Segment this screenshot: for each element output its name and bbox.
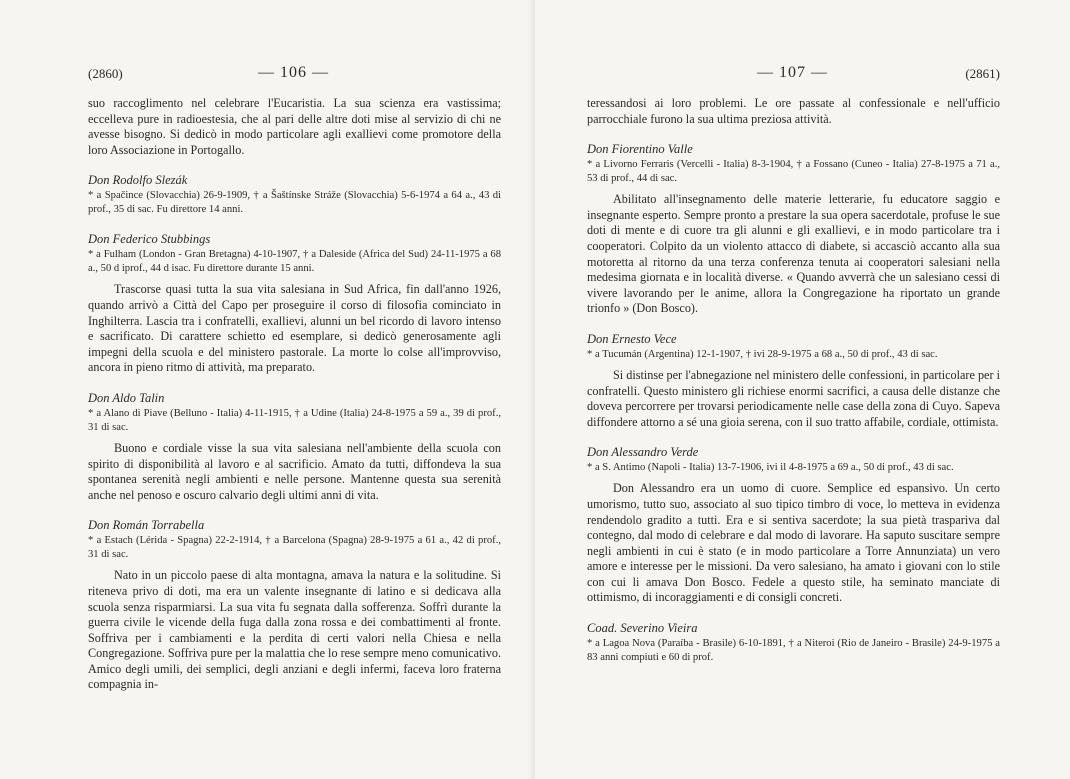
entry-text: Buono e cordiale visse la sua vita salesiana nell'ambiente della scuola con spirito di disponibilità al lavoro e al sacrificio. Amato da tutti, diffondeva la sua spontanea serenità negli ambienti e nelle persone. Mantenne questa sua serenità anche nel penoso e oscuro calvario degli ultimi anni di vita. bbox=[88, 440, 501, 502]
entry-text: Trascorse quasi tutta la sua vita salesiana in Sud Africa, fin dall'anno 1926, quando arrivò a Città del Capo per proseguire il corso di filosofia cominciato in Inghilterra. Lascia tra i confratelli, exallievi, alunni un bel ricordo di lavoro intenso e sacrificato. Di carattere schietto ed esemplare, si dedicò generosamente agli impegni della scuola e del ministero pastorale. La morte lo colse all'improvviso, ancora in pieno ritmo di attività, ma preparato. bbox=[88, 282, 501, 375]
entry-dates: * a Estach (Lérida - Spagna) 22-2-1914, † a Barcelona (Spagna) 28-9-1975 a 61 a., 42 di prof., 31 di sac. bbox=[88, 535, 501, 561]
right-page-number: — 107 — bbox=[757, 64, 828, 81]
entry-dates: * a Lagoa Nova (Paraíba - Brasile) 6-10-1891, † a Niteroi (Rio de Janeiro - Brasile) 24-9-1975 a 83 anni compiuti e 60 di prof. bbox=[587, 638, 1000, 664]
entry-name: Don Federico Stubbings bbox=[88, 232, 211, 247]
entry-name: Don Román Torrabella bbox=[88, 518, 205, 533]
entry-name: Don Fiorentino Valle bbox=[587, 142, 693, 157]
entry-text: Nato in un piccolo paese di alta montagna, amava la natura e la solitudine. Si riteneva privo di doti, ma era un valente insegnante di latino e si dedicava alla scuola senza risparmiarsi. La sua vita fu segnata dalla sofferenza. Soffrì durante la guerra civile le vicende della fuga dalla zona rossa e dei combattimenti al fronte. Soffriva per i cambiamenti e la perdita di certi valori nella Chiesa e nella Congregazione. Soffriva pure per la malattia che lo rese sempre meno comunicativo. Amico degli umili, dei semplici, degli anziani e degli infermi, faceva loro fraterna compagnia in- bbox=[88, 568, 501, 692]
obituary-entry bbox=[587, 620, 1000, 665]
left-page-header bbox=[88, 64, 501, 90]
obituary-entry bbox=[88, 390, 501, 503]
entry-name: Coad. Severino Vieira bbox=[587, 621, 698, 636]
left-page-number: — 106 — bbox=[258, 64, 329, 81]
entry-dates: * a Alano di Piave (Belluno - Italia) 4-11-1915, † a Udine (Italia) 24-8-1975 a 59 a., 39 di prof., 31 di sac. bbox=[88, 407, 501, 433]
entry-name: Don Ernesto Vece bbox=[587, 331, 677, 346]
right-page bbox=[535, 0, 1070, 779]
obituary-entry bbox=[587, 331, 1000, 430]
obituary-entry bbox=[587, 444, 1000, 606]
left-page-code: (2860) bbox=[88, 66, 123, 81]
obituary-entry bbox=[88, 517, 501, 693]
right-page-header bbox=[587, 64, 1000, 90]
entry-dates: * a Spačince (Slovacchia) 26-9-1909, † a Šaštínske Stráže (Slovacchia) 5-6-1974 a 64 a., 43 di prof., 35 di sac. Fu direttore 14 anni. bbox=[88, 190, 501, 216]
entry-dates: * a Livorno Ferraris (Vercelli - Italia) 8-3-1904, † a Fossano (Cuneo - Italia) 27-8-1975 a 71 a., 53 di prof., 44 di sac. bbox=[587, 159, 1000, 185]
obituary-entry bbox=[88, 231, 501, 376]
left-opening-paragraph: suo raccoglimento nel celebrare l'Eucaristia. La sua scienza era vastissima; eccelleva pure in radioestesia, che al pari delle altre doti mise al servizio di chi ne avesse bisogno. Si dedicò in modo particolare agli exallievi come promotore della loro Associazione in Portogallo. bbox=[88, 96, 501, 157]
entry-name: Don Aldo Talin bbox=[88, 390, 165, 405]
right-page-content bbox=[587, 96, 1000, 665]
entry-text: Don Alessandro era un uomo di cuore. Semplice ed espansivo. Un certo umorismo, tutto suo, associato al suo tipico timbro di voce, lo metteva in evidenza rendendolo gradito a tutti. Era e si sentiva sacerdote; la sua pietà traspariva dal contegno, dal modo di celebrare e dal modo di lavorare. Ha saputo suscitare sempre negli ambienti in cui è stato (e in modo particolare a Torre Annunziata) un vero amore e interesse per le missioni. Da vero salesiano, ha amato i giovani con lo stile con cui li amava Don Bosco. Fedele a questo stile, ha seminato manciate di ottimismo, di incoraggiamenti e di consigli concreti. bbox=[587, 481, 1000, 605]
entry-name: Don Alessandro Verde bbox=[587, 445, 699, 460]
obituary-entry bbox=[587, 141, 1000, 317]
entry-dates: * a S. Antimo (Napoli - Italia) 13-7-1906, ivi il 4-8-1975 a 69 a., 50 di prof., 43 di sac. bbox=[587, 462, 954, 474]
entry-text: Si distinse per l'abnegazione nel ministero delle confessioni, in particolare per i confratelli. Questo ministero gli richiese enormi sacrifici, a causa delle distanze che doveva percorrere per trovarsi periodicamente nelle case della zona di Cuyo. Sapeva diffondere attorno a sé una gioia serena, con il suo tratto affabile, cordiale, ottimista. bbox=[587, 367, 1000, 429]
right-page-code: (2861) bbox=[965, 66, 1000, 81]
entry-dates: * a Tucumán (Argentina) 12-1-1907, † ivi 28-9-1975 a 68 a., 50 di prof., 43 di sac. bbox=[587, 348, 938, 360]
right-opening-paragraph: teressandosi ai loro problemi. Le ore passate al confessionale e nell'ufficio parrocchiale furono la sua ultima preziosa attività. bbox=[587, 96, 1000, 126]
entry-name: Don Rodolfo Slezák bbox=[88, 173, 188, 188]
entry-dates: * a Fulham (London - Gran Bretagna) 4-10-1907, † a Daleside (Africa del Sud) 24-11-1975 a 68 a., 50 d iprof., 44 d isac. Fu direttore durante 15 anni. bbox=[88, 249, 501, 275]
entry-text: Abilitato all'insegnamento delle materie letterarie, fu educatore saggio e insegnante esperto. Sempre pronto a prestare la sua opera sacerdotale, profuse le sue doti di mente e di cuore tra gli alunni e gli exallievi, e in modo particolare tra i cooperatori. Colpito da un violento attacco di diabete, si accasciò accanto alla sua motoretta al ritorno da una terza conferenza tenuta ai cooperatori salesiani nella medesima giornata e in località diverse. « Quando avverrà che un salesiano cessi di vivere lavorando per le anime, allora la Congregazione ha riportato un grande trionfo » (Don Bosco). bbox=[587, 192, 1000, 316]
obituary-entry bbox=[88, 172, 501, 217]
left-page-content bbox=[88, 96, 501, 693]
